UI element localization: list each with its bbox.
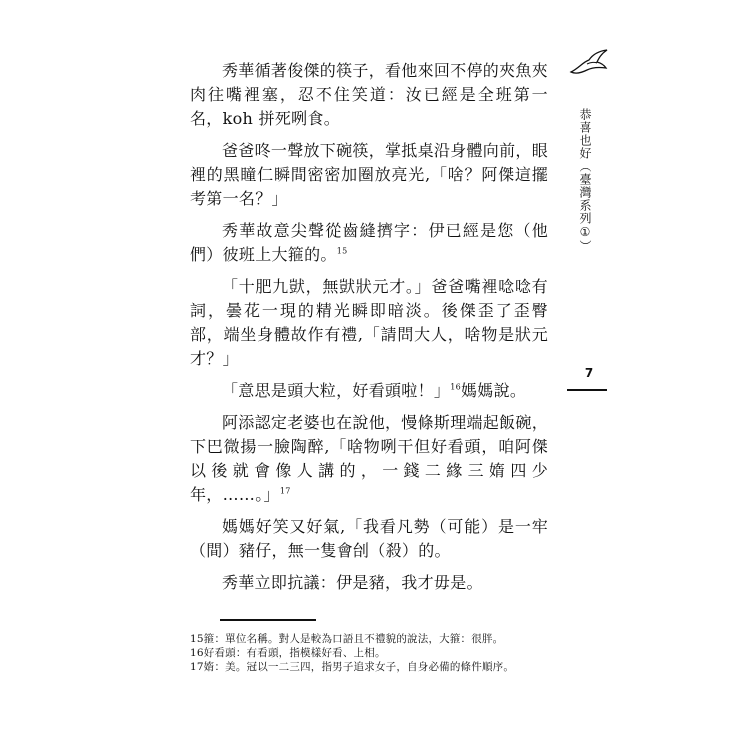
footnote-ref-15: 15	[336, 246, 348, 256]
footnote-divider	[220, 619, 316, 621]
footnote-ref-16: 16	[450, 382, 461, 392]
bird-icon	[569, 48, 609, 82]
footnote-17: 17媠：美。冠以一二三四，指男子追求女子，自身必備的條件順序。	[190, 661, 515, 673]
footnote-15: 15箍：單位名稱。對人是較為口語且不禮貌的說法，大箍：很胖。	[190, 633, 504, 645]
paragraph-2: 爸爸咚一聲放下碗筷，掌抵桌沿身體向前，眼裡的黑瞳仁瞬間密密加圈放亮光,「啥？阿傑這擺考第一名？」	[190, 141, 549, 208]
page-number: 7	[584, 366, 594, 380]
body-text	[190, 59, 548, 603]
series-title: 恭喜也好（臺灣系列①）	[578, 108, 592, 253]
paragraph-7: 媽媽好笑又好氣,「我看凡勢（可能）是一牢（間）豬仔，無一隻會刣（殺）的。	[190, 517, 548, 560]
paragraph-3: 秀華故意尖聲從齒縫擠字：伊已經是您（他們）彼班上大箍的。$^{15}$	[190, 221, 548, 264]
paragraph-4: 「十肥九獃，無獃狀元才。」爸爸嘴裡唸唸有詞，曇花一現的精光瞬即暗淡。後傑歪了歪臀部，端坐身體故作有禮,「請問大人，啥物是狀元才？」	[190, 277, 548, 368]
side-header	[565, 40, 625, 400]
page-number-rule	[567, 389, 607, 391]
paragraph-1: 秀華循著俊傑的筷子，看他來回不停的夾魚夾肉往嘴裡塞，忍不住笑道：汝已經是全班第一名，koh 拼死咧食。	[190, 61, 549, 128]
footnote-16: 16好看頭：有看頭，指模樣好看、上相。	[190, 647, 386, 659]
footnote-ref-17: 17	[279, 486, 291, 496]
paragraph-8: 秀華立即抗議：伊是豬，我才毋是。	[222, 573, 483, 592]
paragraph-6: 阿添認定老婆也在說他，慢條斯理端起飯碗，下巴微揚一臉陶醉,「啥物咧干但好看頭，咱阿傑以後就會像人講的，一錢二緣三媠四少年，……。」$^{17}$	[190, 413, 549, 504]
footnotes	[190, 632, 550, 674]
paragraph-5: 「意思是頭大粒，好看頭啦！」$^{16}$媽媽說。	[222, 381, 527, 400]
